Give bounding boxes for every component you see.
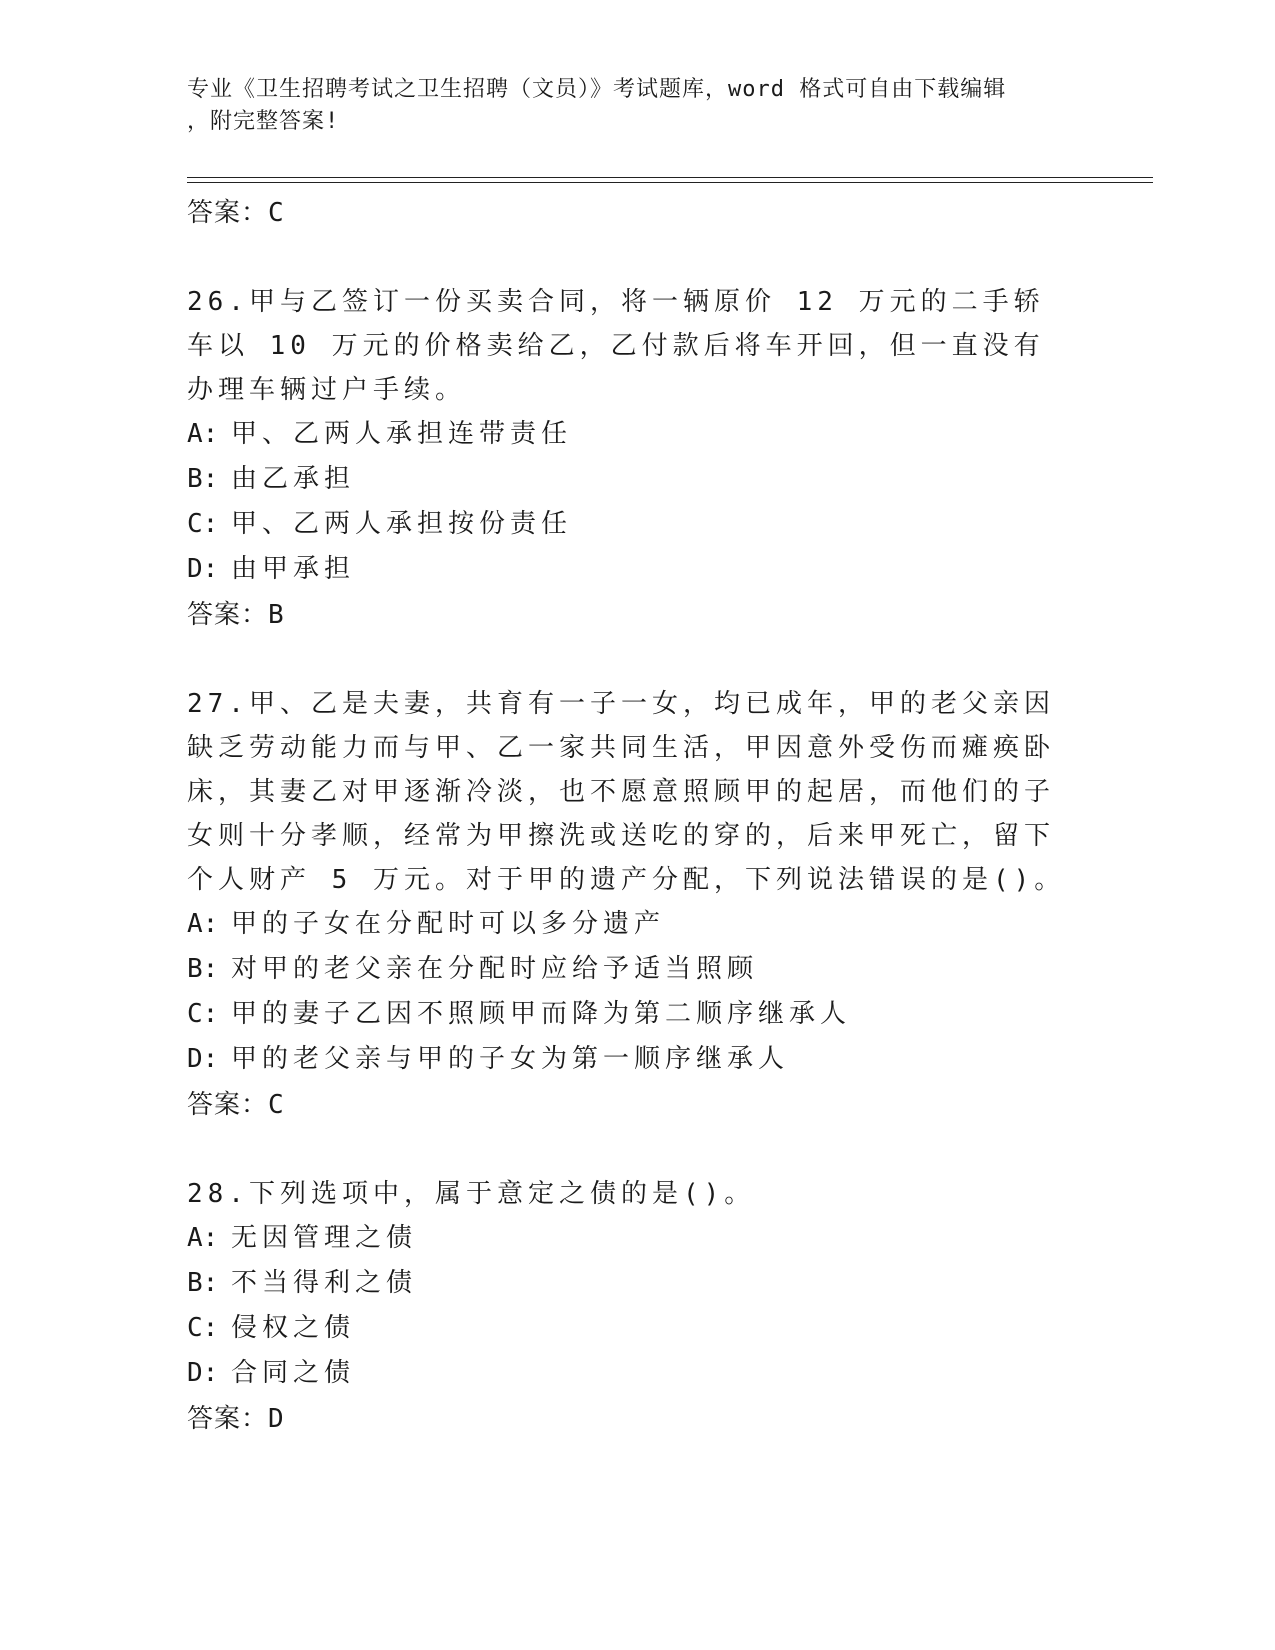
answer-label: 答案：C bbox=[187, 1090, 285, 1120]
option-letter: A: bbox=[187, 1223, 219, 1253]
question-text: 26.甲与乙签订一份买卖合同，将一辆原价 12 万元的二手轿车以 10 万元的价格卖给乙，乙付款后将车开回，但一直没有办理车辆过户手续。 bbox=[187, 287, 1045, 405]
option-text: 合同之债 bbox=[231, 1358, 356, 1388]
option-d bbox=[187, 1037, 1087, 1082]
question-28 bbox=[187, 1172, 1087, 1442]
option-letter: A: bbox=[187, 909, 219, 939]
header-rule-top bbox=[187, 177, 1153, 178]
option-text: 由乙承担 bbox=[231, 464, 356, 494]
option-letter: C: bbox=[187, 509, 219, 539]
answer-label: 答案：B bbox=[187, 600, 285, 630]
answer-label: 答案：D bbox=[187, 1404, 285, 1434]
header-rule-bottom bbox=[187, 182, 1153, 183]
option-c bbox=[187, 502, 1087, 547]
option-text: 甲、乙两人承担按份责任 bbox=[231, 509, 573, 539]
header-line-1: 专业《卫生招聘考试之卫生招聘（文员）》考试题库，word 格式可自由下载编辑 bbox=[187, 77, 1007, 102]
option-text: 甲的子女在分配时可以多分遗产 bbox=[231, 909, 666, 939]
option-letter: A: bbox=[187, 419, 219, 449]
question-text: 27.甲、乙是夫妻，共育有一子一女，均已成年，甲的老父亲因缺乏劳动能力而与甲、乙一家共同生活，甲因意外受伤而瘫痪卧床，其妻乙对甲逐渐冷淡，也不愿意照顾甲的起居，而他们的子女则十分孝顺，经常为甲擦洗或送吃的穿的，后来甲死亡，留下个人财产 5 万元。对于甲的遗产分配，下列说法错误的是()。 bbox=[187, 689, 1066, 895]
option-letter: D: bbox=[187, 554, 219, 584]
spacer bbox=[187, 638, 1087, 682]
option-letter: B: bbox=[187, 1268, 219, 1298]
previous-answer: 答案：C bbox=[187, 198, 285, 228]
option-letter: D: bbox=[187, 1358, 219, 1388]
option-text: 甲的老父亲与甲的子女为第一顺序继承人 bbox=[231, 1044, 790, 1074]
option-text: 由甲承担 bbox=[231, 554, 356, 584]
option-letter: C: bbox=[187, 999, 219, 1029]
page-header bbox=[187, 74, 1067, 138]
option-a bbox=[187, 902, 1087, 947]
option-a bbox=[187, 1216, 1087, 1261]
option-text: 甲、乙两人承担连带责任 bbox=[231, 419, 573, 449]
option-c bbox=[187, 1306, 1087, 1351]
question-text: 28.下列选项中，属于意定之债的是()。 bbox=[187, 1179, 756, 1209]
option-letter: D: bbox=[187, 1044, 219, 1074]
option-b bbox=[187, 947, 1087, 992]
question-27 bbox=[187, 682, 1087, 1172]
spacer bbox=[187, 236, 1087, 280]
option-d bbox=[187, 547, 1087, 592]
option-text: 无因管理之债 bbox=[231, 1223, 418, 1253]
header-line-2: ，附完整答案! bbox=[187, 109, 340, 134]
option-a bbox=[187, 412, 1087, 457]
option-b bbox=[187, 1261, 1087, 1306]
option-text: 甲的妻子乙因不照顾甲而降为第二顺序继承人 bbox=[231, 999, 852, 1029]
option-text: 侵权之债 bbox=[231, 1313, 356, 1343]
spacer bbox=[187, 1128, 1087, 1172]
question-list bbox=[187, 190, 1087, 1442]
option-letter: B: bbox=[187, 954, 219, 984]
question-26 bbox=[187, 280, 1087, 682]
option-letter: B: bbox=[187, 464, 219, 494]
option-b bbox=[187, 457, 1087, 502]
option-letter: C: bbox=[187, 1313, 219, 1343]
option-c bbox=[187, 992, 1087, 1037]
option-text: 不当得利之债 bbox=[231, 1268, 418, 1298]
option-text: 对甲的老父亲在分配时应给予适当照顾 bbox=[231, 954, 759, 984]
option-d bbox=[187, 1351, 1087, 1396]
